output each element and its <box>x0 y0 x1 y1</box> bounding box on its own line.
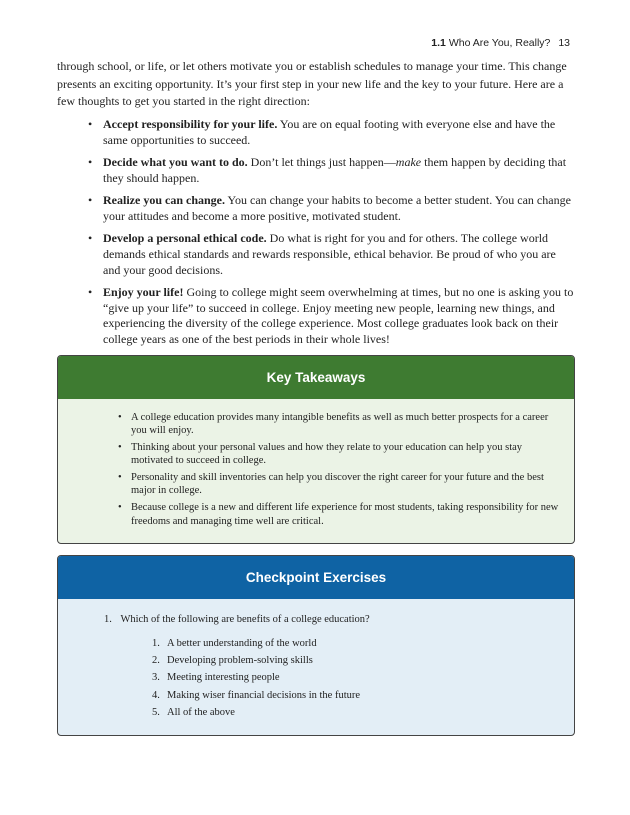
option-text: Meeting interesting people <box>167 672 280 684</box>
list-item <box>152 687 574 704</box>
answer-options <box>58 635 574 721</box>
tip-heading: Accept responsibility for your life. <box>103 117 278 131</box>
tip-text: Do what is right for you and for others. The college world demands ethical standards and rewards responsible, ethical behavior. Be proud of who you are and your good decisions. <box>103 230 556 277</box>
tip-heading: Decide what you want to do. <box>103 154 248 169</box>
list-item <box>152 652 574 669</box>
checkpoint-exercises-title: Checkpoint Exercises <box>58 556 574 599</box>
option-text: Developing problem-solving skills <box>167 655 313 667</box>
list-item <box>88 155 575 187</box>
list-item: • A college education provides many intangible benefits as well as much better prospects for a career you will enjoy. <box>118 411 560 438</box>
list-item <box>152 669 574 686</box>
key-takeaways-title: Key Takeaways <box>58 356 574 399</box>
option-number: 3. <box>152 672 160 684</box>
list-item: • Thinking about your personal values and how they relate to your education can help you stay motivated to succeed in college. <box>118 441 560 468</box>
tip-text: You are on equal footing with everyone else and have the same opportunities to succeed. <box>103 117 556 147</box>
list-item: • Because college is a new and different life experience for most students, taking responsibility for new freedoms and managing time well are critical. <box>118 501 560 528</box>
running-header <box>431 37 570 49</box>
tip-heading: Develop a personal ethical code. <box>103 230 267 245</box>
section-title: Who Are You, Really? <box>448 37 551 49</box>
tip-emphasis: make <box>395 154 422 169</box>
option-text: A better understanding of the world <box>167 638 317 649</box>
option-text: Making wiser financial decisions in the future <box>167 689 361 701</box>
list-item <box>152 704 574 721</box>
list-item <box>88 231 575 278</box>
list-item <box>88 117 575 149</box>
option-text: All of the above <box>167 706 235 718</box>
section-number: 1.1 <box>431 37 446 49</box>
option-number: 2. <box>152 655 160 667</box>
key-takeaways-box <box>57 355 575 544</box>
list-item <box>88 193 575 225</box>
takeaways-list <box>58 399 574 528</box>
option-number: 4. <box>152 689 160 701</box>
intro-paragraph: through school, or life, or let others motivate you or establish schedules to manage your time. This change presents an exciting opportunity. It’s your first step in your new life and the key to your future. Here are a few thoughts to get you started in the right direction: <box>57 59 567 108</box>
question-text: Which of the following are benefits of a college education? <box>120 614 370 625</box>
list-item <box>88 285 575 348</box>
tip-text: them happen by deciding that they should happen. <box>103 154 567 185</box>
list-item <box>152 635 574 652</box>
tip-text: Don’t let things just happen— <box>247 154 396 169</box>
tip-heading: Enjoy your life! <box>103 284 184 299</box>
exercise-question <box>104 613 574 627</box>
tip-text: You can change your habits to become a better student. You can change your attitudes and become a more positive, motivated student. <box>103 192 571 223</box>
list-item: • Personality and skill inventories can help you discover the right career for your future and the best major in college. <box>118 471 560 498</box>
tips-list <box>88 117 575 354</box>
question-number: 1. <box>104 614 112 625</box>
tip-heading: Realize you can change. <box>103 192 225 207</box>
page-number: 13 <box>558 37 570 49</box>
option-number: 5. <box>152 706 160 718</box>
option-number: 1. <box>152 638 160 649</box>
checkpoint-exercises-box <box>57 555 575 736</box>
tip-text: Going to college might seem overwhelming at times, but no one is asking you to “give up your life” to succeed in college. Enjoy meeting new people, learning new things, and experiencing the diversity of the college experience. Most college graduates look back on their college years as one of the best periods in their whole lives! <box>103 284 574 347</box>
